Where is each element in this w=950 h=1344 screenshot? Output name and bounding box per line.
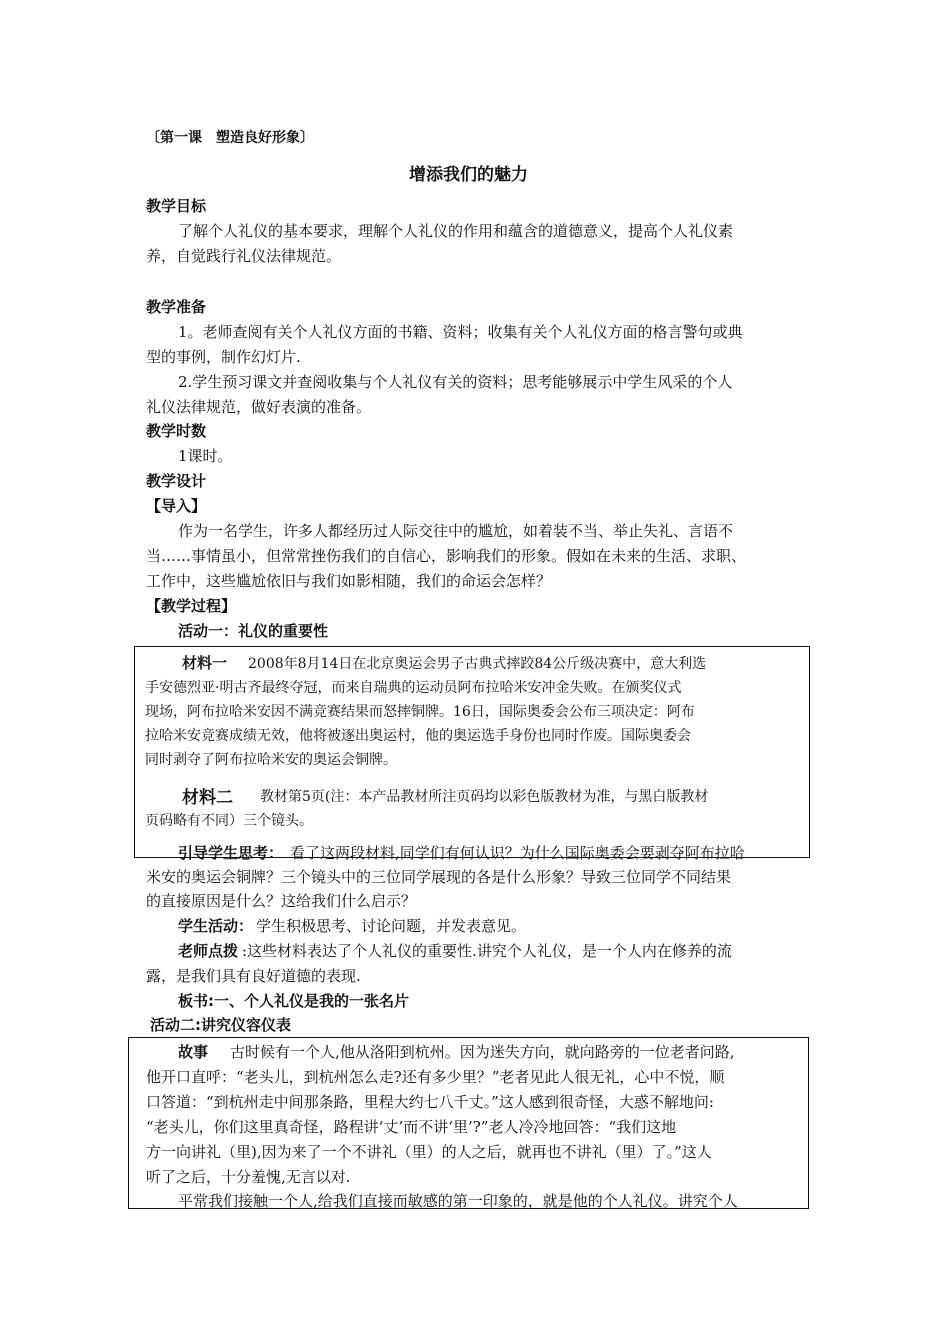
story-line: 方一向讲礼（里),因为来了一个不讲礼（里）的人之后，就再也不讲礼（里）了。”这人 — [146, 1143, 712, 1161]
intro-line: 作为一名学生，许多人都经历过人际交往中的尴尬，如着装不当、举止失礼、言语不 — [178, 522, 734, 540]
intro-line: 工作中，这些尴尬依旧与我们如影相随，我们的命运会怎样？ — [146, 572, 552, 590]
story-label: 故事 — [178, 1043, 209, 1061]
activity2-heading: 活动二:讲究仪容仪表 — [150, 1016, 291, 1034]
teacher-line: 露，是我们具有良好道德的表现. — [146, 967, 361, 985]
student-text: 学生积极思考、讨论问题，并发表意见。 — [256, 917, 527, 935]
design-heading: 教学设计 — [146, 472, 207, 490]
material1-label: 材料一 — [182, 654, 228, 672]
guide-label: 引导学生思考： — [178, 844, 284, 862]
story-line: 听了之后，十分羞愧,无言以对. — [146, 1168, 351, 1186]
story-line: 古时候有一个人,他从洛阳到杭州。因为迷失方向，就向路旁的一位老者问路, — [230, 1043, 735, 1061]
page-title: 增添我们的魅力 — [409, 165, 528, 185]
lesson-label: 〔第一课 塑造良好形象〕 — [146, 130, 314, 146]
guide-line: 的直接原因是什么？这给我们什么启示？ — [146, 892, 417, 910]
story-line: 口答道：“到杭州走中间那条路，里程大约七八千丈。”这人感到很奇怪，大惑不解地问: — [146, 1093, 714, 1111]
material1-line: 同时剥夺了阿布拉哈米安的奥运会铜牌。 — [145, 752, 397, 768]
board-note: 板书:一、个人礼仪是我的一张名片 — [178, 992, 410, 1010]
guide-line: 米安的奥运会铜牌？三个镜头中的三位同学展现的各是什么形象？导致三位同学不同结果 — [146, 868, 732, 886]
material2-line: 教材第5页(注：本产品教材所注页码均以彩色版教材为准，与黑白版教材 — [260, 789, 709, 805]
goals-heading: 教学目标 — [146, 197, 207, 215]
story-last-line: 平常我们接触一个人,给我们直接而敏感的第一印象的，就是他的个人礼仪。讲究个人 — [178, 1192, 738, 1210]
prep-line: 2.学生预习课文并查阅收集与个人礼仪有关的资料；思考能够展示中学生风采的个人 — [178, 373, 733, 391]
guide-line: 看了这两段材料,同学们有何认识？为什么国际奥委会要剥夺阿布拉哈 — [290, 844, 745, 862]
hours-heading: 教学时数 — [146, 422, 207, 440]
teacher-line: :这些材料表达了个人礼仪的重要性.讲究个人礼仪，是一个人内在修养的流 — [242, 942, 732, 960]
intro-heading: 【导入】 — [146, 497, 207, 515]
material1-line: 现场，阿布拉哈米安因不满竞赛结果而怒摔铜牌。16日，国际奥委会公布三项决定：阿布 — [145, 704, 695, 720]
material2-label: 材料二 — [182, 788, 233, 808]
story-line: “老头儿，你们这里真奇怪，路程讲‘丈’而不讲‘里’?”老人冷冷地回答：“我们这地 — [146, 1118, 677, 1136]
material1-line: 手安德烈亚·明古齐最终夺冠，而来自瑞典的运动员阿布拉哈米安冲金失败。在颁奖仪式 — [145, 680, 682, 696]
activity1-heading: 活动一：礼仪的重要性 — [178, 622, 329, 640]
teacher-label: 老师点拨 — [178, 942, 239, 960]
goals-line: 了解个人礼仪的基本要求，理解个人礼仪的作用和蕴含的道德意义，提高个人礼仪素 — [178, 222, 734, 240]
story-line: 他开口直呼：“老头儿，到杭州怎么走?还有多少里？”老者见此人很无礼，心中不悦，顺 — [146, 1068, 725, 1086]
prep-line: 1。老师查阅有关个人礼仪方面的书籍、资料；收集有关个人礼仪方面的格言警句或典 — [178, 323, 743, 341]
hours-text: 1课时。 — [178, 447, 233, 465]
intro-line: 当……事情虽小，但常常挫伤我们的自信心，影响我们的形象。假如在未来的生活、求职、 — [146, 547, 747, 565]
prep-heading: 教学准备 — [146, 298, 207, 316]
goals-line: 养，自觉践行礼仪法律规范。 — [146, 247, 342, 265]
material1-line: 2008年8月14日在北京奥运会男子古典式摔跤84公斤级决赛中，意大利选 — [248, 656, 707, 672]
material2-line: 页码略有不同）三个镜头。 — [145, 813, 313, 829]
prep-line: 礼仪法律规范，做好表演的准备。 — [146, 398, 372, 416]
material1-line: 拉哈米安竞赛成绩无效，他将被逐出奥运村，他的奥运选手身份也同时作废。国际奥委会 — [145, 728, 691, 744]
student-label: 学生活动： — [178, 917, 254, 935]
process-heading: 【教学过程】 — [146, 597, 237, 615]
prep-line: 型的事例，制作幻灯片. — [146, 348, 301, 366]
